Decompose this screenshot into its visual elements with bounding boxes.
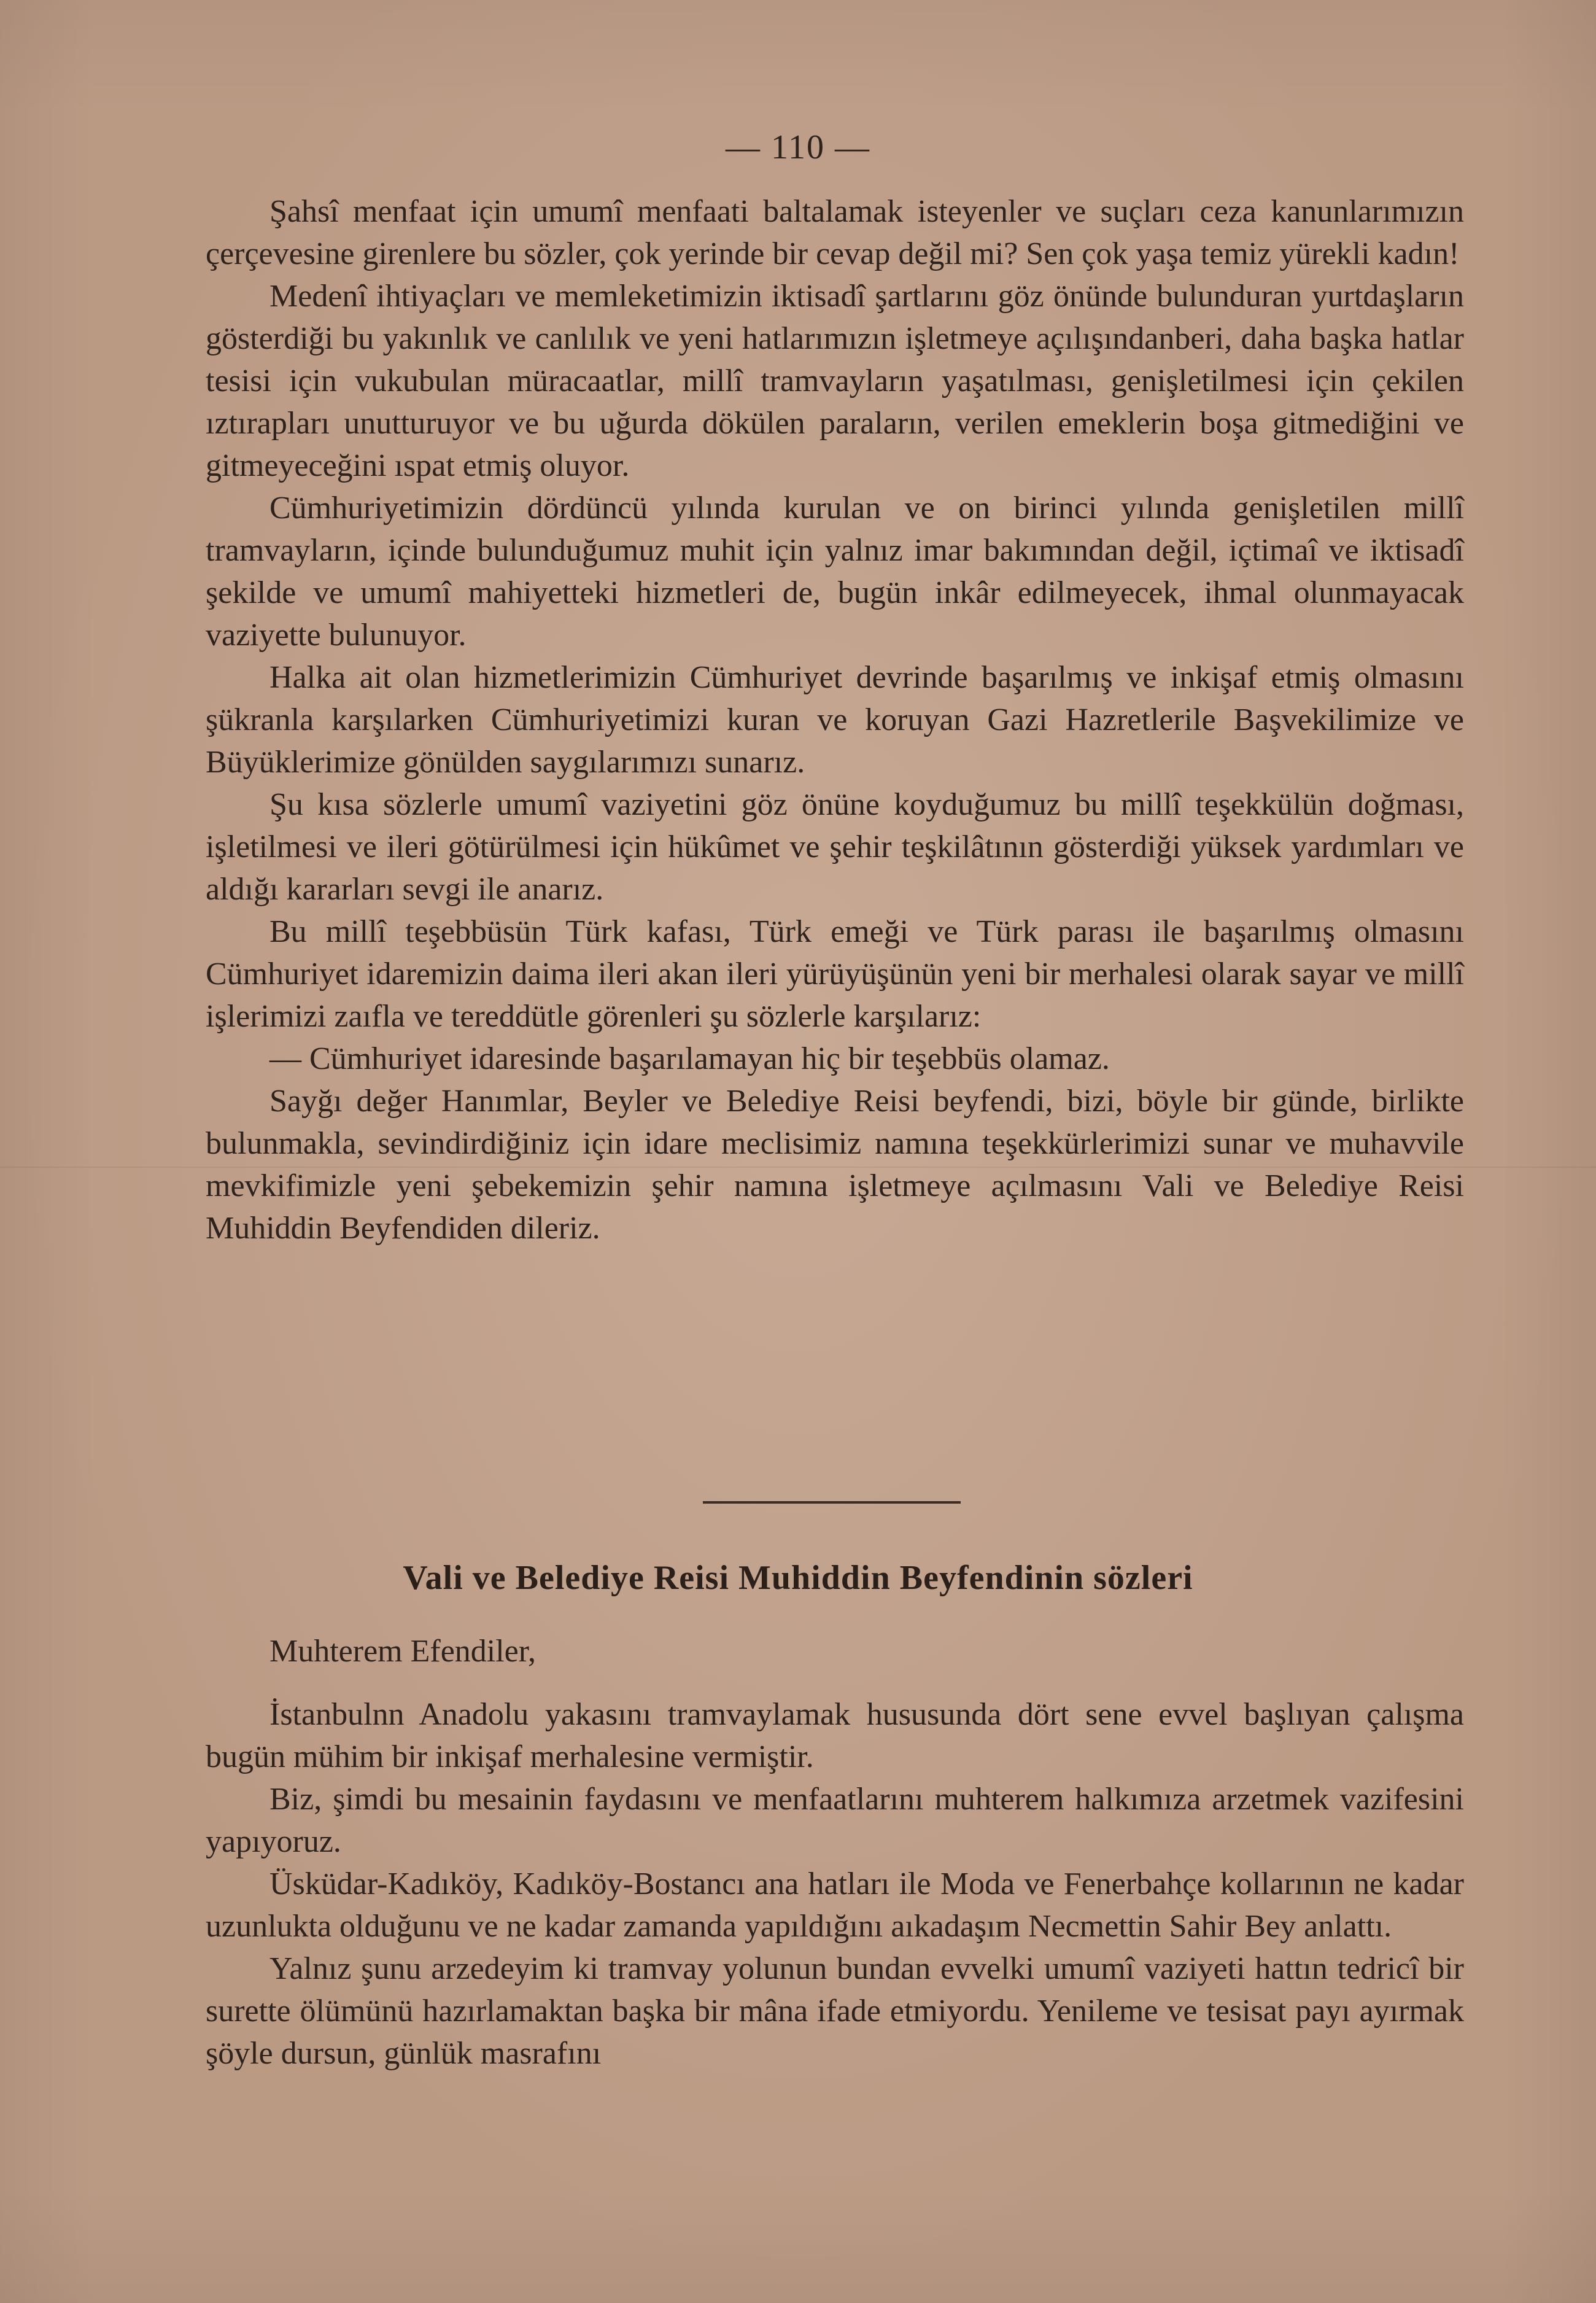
paragraph: Cümhuriyetimizin dördüncü yılında kurulan ve on birinci yılında genişletilen millî tramvayların, içinde bulunduğumuz muhit için yalnız imar bakımından değil, içtimaî ve iktisadî şekilde ve umumî mahiyetteki hizmetleri de, bugün inkâr edilmeyecek, ihmal olunmayacak vaziyette bulunuyor. bbox=[206, 491, 1464, 653]
paragraph: Halka ait olan hizmetlerimizin Cümhuriyet devrinde başarılmış ve inkişaf etmiş olmasını şükranla karşılarken Cümhuriyetimizi kuran ve koruyan Gazi Hazretlerile Başvekilimize ve Büyüklerimize gönülden saygılarımızı sunarız. bbox=[206, 660, 1464, 780]
paragraph: İstanbulnn Anadolu yakasını tramvaylamak hususunda dört sene evvel başlıyan çalışma bugün mühim bir inkişaf merhalesine vermiştir. bbox=[206, 1697, 1464, 1774]
paragraph: Üsküdar-Kadıköy, Kadıköy-Bostancı ana hatları ile Moda ve Fenerbahçe kollarının ne kadar uzunlukta olduğunu ve ne kadar zamanda yapıldığını aıkadaşım Necmettin Sahir Bey anlattı. bbox=[206, 1866, 1464, 1944]
paragraph: Bu millî teşebbüsün Türk kafası, Türk emeği ve Türk parası ile başarılmış olmasını Cümhuriyet idaremizin daima ileri akan ileri yürüyüşünün yeni bir merhalesi olarak sayar ve millî işlerimizi zaıfla ve tereddütle görenleri şu sözlerle karşılarız: bbox=[206, 914, 1464, 1034]
section-divider bbox=[703, 1501, 961, 1504]
page-number: — 110 — bbox=[726, 128, 870, 166]
paragraph: Sayğı değer Hanımlar, Beyler ve Belediye Reisi beyfendi, bizi, böyle bir günde, birlikte bulunmakla, sevindirdiğiniz için idare meclisimiz namına teşekkürlerimizi sunar ve muhavvile mevkifimizle yeni şebekemizin şehir namına işletmeye açılmasını Vali ve Belediye Reisi Muhiddin Beyfendiden dileriz. bbox=[206, 1084, 1464, 1246]
paragraph: Şahsî menfaat için umumî menfaati baltalamak isteyenler ve suçları ceza kanunlarımızın çerçevesine girenlere bu sözler, çok yerinde bir cevap değil mi? Sen çok yaşa temiz yürekli kadın! bbox=[206, 194, 1464, 271]
body-text-section-2 bbox=[206, 1630, 1464, 2075]
paragraph: Biz, şimdi bu mesainin faydasını ve menfaatlarını muhterem halkımıza arzetmek vazifesini yapıyoruz. bbox=[206, 1782, 1464, 1859]
paragraph: Medenî ihtiyaçları ve memleketimizin iktisadî şartlarını göz önünde bulunduran yurtdaşların gösterdiği bu yakınlık ve canlılık ve yeni hatlarımızın işletmeye açılışındanberi, daha başka hatlar tesisi için vukubulan müracaatlar, millî tramvayların yaşatılması, genişletilmesi için çekilen ıztırapları unutturuyor ve bu uğurda dökülen paraların, verilen emeklerin boşa gitmediğini ve gitmeyeceğini ıspat etmiş oluyor. bbox=[206, 279, 1464, 483]
body-text-section-1 bbox=[206, 190, 1464, 1249]
paragraph: Şu kısa sözlerle umumî vaziyetini göz önüne koyduğumuz bu millî teşekkülün doğması, işletilmesi ve ileri götürülmesi için hükûmet ve şehir teşkilâtının gösterdiği yüksek yardımları ve aldığı kararları sevgi ile anarız. bbox=[206, 787, 1464, 907]
salutation: Muhterem Efendiler, bbox=[269, 1634, 536, 1669]
section-heading: Vali ve Belediye Reisi Muhiddin Beyfendinin sözleri bbox=[403, 1559, 1193, 1597]
quoted-line: — Cümhuriyet idaresinde başarılamayan hiç bir teşebbüs olamaz. bbox=[269, 1041, 1110, 1076]
paragraph: Yalnız şunu arzedeyim ki tramvay yolunun bundan evvelki umumî vaziyeti hattın tedricî bir surette ölümünü hazırlamaktan başka bir mâna ifade etmiyordu. Yenileme ve tesisat payı ayırmak şöyle dursun, günlük masrafını bbox=[206, 1951, 1464, 2071]
